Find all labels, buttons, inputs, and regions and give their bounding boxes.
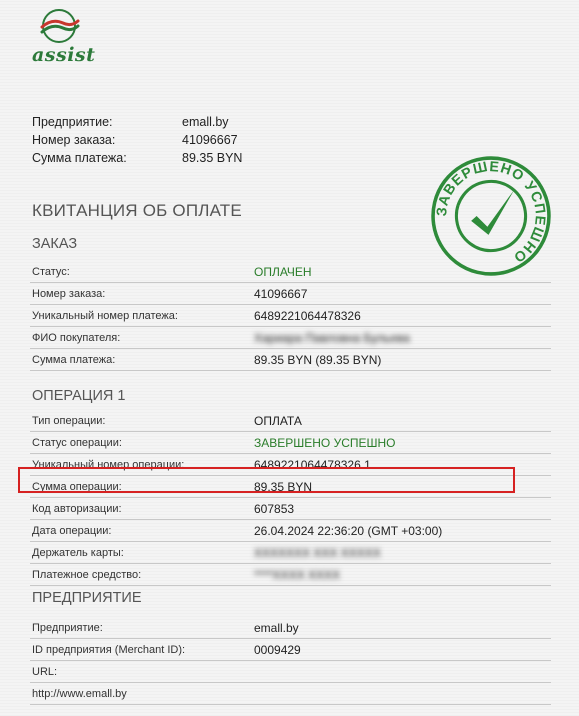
row-value: 0009429 (254, 642, 301, 657)
status-value: ОПЛАЧЕН (254, 264, 312, 279)
summary-value: emall.by (182, 115, 229, 129)
section-title-operation: ОПЕРАЦИЯ 1 (32, 388, 126, 404)
merchant-table (30, 617, 551, 705)
table-row (30, 410, 551, 432)
order-table (30, 261, 551, 371)
row-label: Сумма операции: (32, 480, 122, 493)
row-value: 26.04.2024 22:36:20 (GMT +03:00) (254, 523, 443, 538)
merchant-url-link[interactable]: http://www.emall.by (32, 687, 127, 700)
summary-row-amount (32, 149, 242, 167)
table-row (30, 639, 551, 661)
table-row (30, 498, 551, 520)
table-row (30, 564, 551, 586)
assist-logo (30, 8, 96, 66)
page-title: КВИТАНЦИЯ ОБ ОПЛАТЕ (32, 201, 242, 220)
highlight-box (18, 467, 515, 493)
row-label: Номер заказа: (32, 287, 106, 300)
redacted-value: XXXXXXX XXX XXXXX (254, 545, 381, 560)
row-label: Держатель карты: (32, 546, 124, 559)
summary-value: 41096667 (182, 133, 238, 147)
row-label: Уникальный номер платежа: (32, 309, 178, 322)
row-value: 6489221064478326.1 (254, 457, 371, 472)
row-label: URL: (32, 665, 58, 678)
row-label: ФИО покупателя: (32, 331, 121, 344)
stamp-text: ЗАВЕРШЕНО УСПЕШНО (434, 158, 548, 266)
row-value: ОПЛАТА (254, 413, 302, 428)
table-row (30, 683, 551, 705)
operation-table (30, 410, 551, 586)
table-row (30, 520, 551, 542)
logo-text: assist (32, 44, 96, 66)
table-row (30, 349, 551, 371)
status-value: ЗАВЕРШЕНО УСПЕШНО (254, 435, 396, 450)
row-value: 6489221064478326 (254, 308, 361, 323)
row-value: 607853 (254, 501, 295, 516)
table-row (30, 327, 551, 349)
table-row (30, 432, 551, 454)
table-row (30, 617, 551, 639)
redacted-value: Хариара Павловна Бульева (254, 330, 410, 345)
assist-logo-mark-icon (36, 8, 82, 44)
row-label: Платежное средство: (32, 568, 142, 581)
table-row (30, 305, 551, 327)
row-value: 41096667 (254, 286, 308, 301)
section-title-merchant: ПРЕДПРИЯТИЕ (32, 590, 142, 606)
row-label: ID предприятия (Merchant ID): (32, 643, 186, 656)
table-row (30, 261, 551, 283)
row-label: Статус операции: (32, 436, 122, 449)
summary-row-merchant (32, 113, 242, 131)
row-value: 89.35 BYN (89.35 BYN) (254, 352, 382, 367)
table-row (30, 661, 551, 683)
summary-value: 89.35 BYN (182, 151, 243, 165)
row-label: Сумма платежа: (32, 353, 116, 366)
row-label: Предприятие: (32, 621, 103, 634)
row-label: Уникальный номер операции: (32, 458, 185, 471)
row-value: emall.by (254, 620, 299, 635)
row-value: 89.35 BYN (254, 479, 313, 494)
row-label: Статус: (32, 265, 70, 278)
row-label: Код авторизации: (32, 502, 122, 515)
table-row (30, 283, 551, 305)
section-title-order: ЗАКАЗ (32, 236, 78, 252)
summary-label: Сумма платежа: (32, 151, 127, 165)
row-label: Дата операции: (32, 524, 112, 537)
summary-row-order (32, 131, 242, 149)
table-row (30, 542, 551, 564)
summary-label: Номер заказа: (32, 133, 116, 147)
summary-label: Предприятие: (32, 115, 113, 129)
header-summary (32, 113, 242, 167)
redacted-value: ****XXXX XXXX (254, 567, 341, 582)
row-label: Тип операции: (32, 414, 106, 427)
